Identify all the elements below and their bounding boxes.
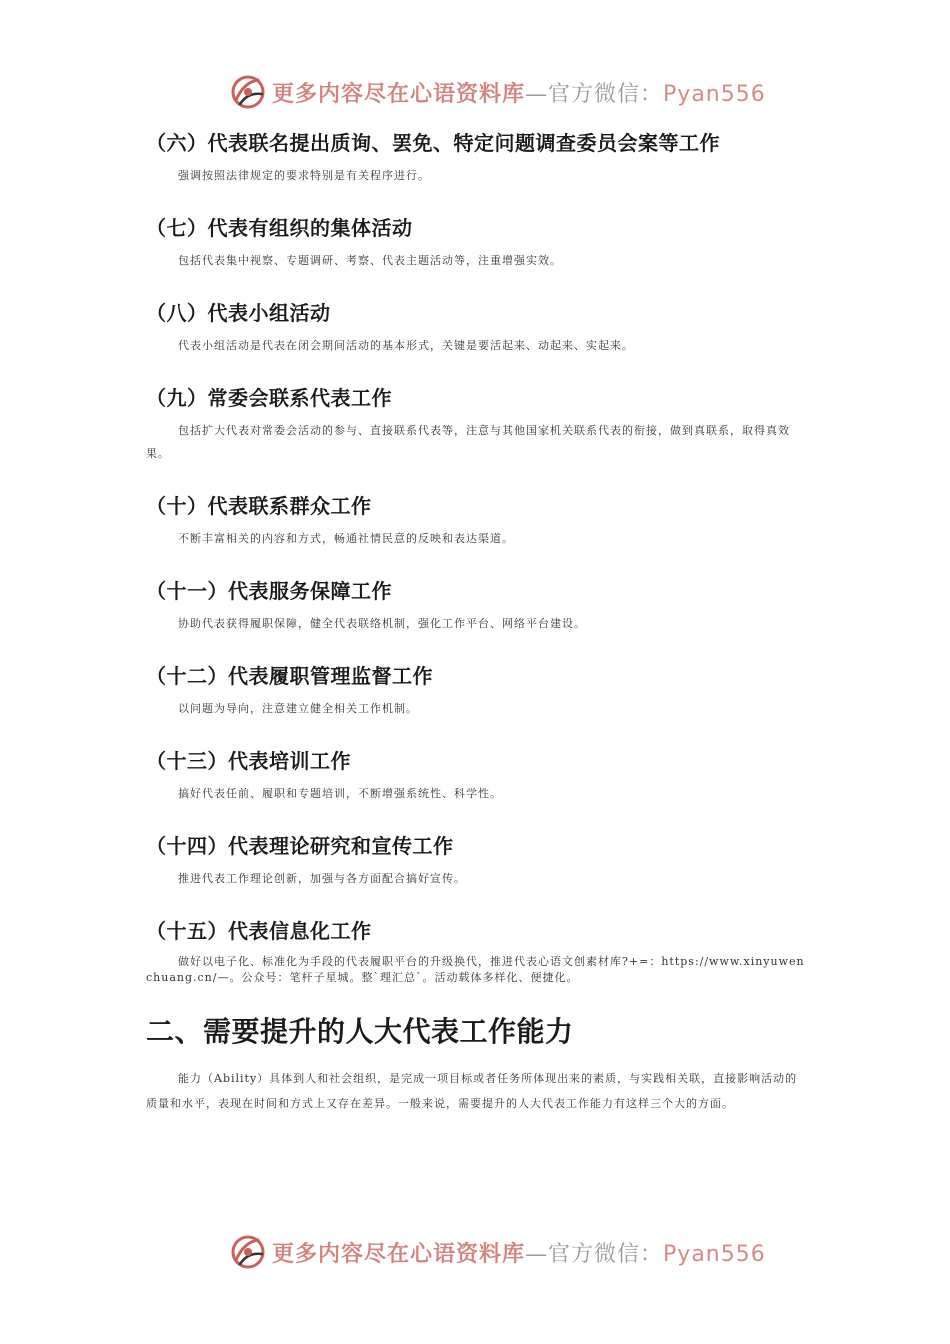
section-body: 协助代表获得履职保障，健全代表联络机制，强化工作平台、网络平台建设。 (178, 617, 586, 630)
section-body: 推进代表工作理论创新，加强与各方面配合搞好宣传。 (178, 872, 466, 885)
logo-icon (228, 1232, 268, 1272)
section-body: 包括代表集中视察、专题调研、考察、代表主题活动等，注重增强实效。 (178, 254, 562, 267)
section-title: （十三）代表培训工作 (146, 749, 351, 773)
section-title: （十五）代表信息化工作 (146, 919, 372, 943)
section-body: 做好以电子化、标准化为手段的代表履职平台的升级换代，推进代表心语文创素材库?+=：https://www.xinyuwenchuang.cn/—。公众号：笔杆子星城。整`理汇总`。活动载体多样化、便捷化。 (146, 955, 805, 984)
section-title: （十二）代表履职管理监督工作 (146, 664, 433, 688)
section-11 (146, 574, 806, 635)
section-14 (146, 829, 806, 890)
section-body: 搞好代表任前、履职和专题培训，不断增强系统性、科学性。 (178, 787, 502, 800)
section-7 (146, 211, 806, 272)
section-9 (146, 381, 806, 465)
section-10 (146, 489, 806, 550)
section-body: 代表小组活动是代表在闭会期间活动的基本形式，关键是要活起来、动起来、实起来。 (178, 339, 634, 352)
section-12 (146, 659, 806, 720)
document-content (146, 126, 806, 1116)
section-title: （八）代表小组活动 (146, 301, 331, 325)
header-watermark (228, 70, 766, 114)
section-title: （十）代表联系群众工作 (146, 494, 372, 518)
footer-watermark (228, 1230, 766, 1274)
ability-paragraph: 能力（Ability）具体到人和社会组织，是完成一项目标或者任务所体现出来的素质，与实践相关联，直接影响活动的质量和水平，表现在时间和方式上又存在差异。一般来说，需要提升的人大代表工作能力有这样三个大的方面。 (146, 1072, 798, 1110)
banner-dash: — (525, 1241, 549, 1267)
section-8 (146, 296, 806, 357)
banner-wechat-label: 官方微信： (548, 1241, 664, 1267)
banner-wechat-id: Pyan556 (663, 81, 766, 107)
banner-text (272, 1237, 766, 1268)
banner-dash: — (525, 81, 549, 107)
section-title: （十四）代表理论研究和宣传工作 (146, 834, 454, 858)
section-title: （七）代表有组织的集体活动 (146, 216, 413, 240)
section-body: 包括扩大代表对常委会活动的参与、直接联系代表等，注意与其他国家机关联系代表的衔接，做到真联系，取得真效果。 (146, 424, 790, 460)
banner-text (272, 77, 766, 108)
section-body: 不断丰富相关的内容和方式，畅通社情民意的反映和表达渠道。 (178, 532, 514, 545)
banner-wechat-id: Pyan556 (663, 1241, 766, 1267)
banner-wechat-label: 官方微信： (548, 81, 664, 107)
section-title: （六）代表联名提出质询、罢免、特定问题调查委员会案等工作 (146, 131, 720, 155)
section-6 (146, 126, 806, 187)
section-title: （十一）代表服务保障工作 (146, 579, 392, 603)
banner-main-text: 更多内容尽在心语资料库 (272, 80, 526, 107)
heading-2: 二、需要提升的人大代表工作能力 (146, 1015, 574, 1048)
section-title: （九）常委会联系代表工作 (146, 386, 392, 410)
section-15 (146, 914, 806, 986)
section-13 (146, 744, 806, 805)
section-body: 以问题为导向，注意建立健全相关工作机制。 (178, 702, 418, 715)
logo-icon (228, 72, 268, 112)
banner-main-text: 更多内容尽在心语资料库 (272, 1240, 526, 1267)
section-body: 强调按照法律规定的要求特别是有关程序进行。 (178, 169, 430, 182)
